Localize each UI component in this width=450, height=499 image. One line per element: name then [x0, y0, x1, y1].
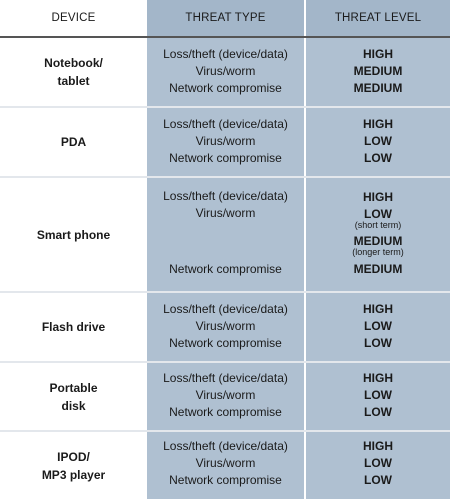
threat-type-line: Network compromise	[169, 336, 282, 350]
threat-level-value: LOW	[364, 473, 392, 487]
header-threat-level: THREAT LEVEL	[306, 0, 450, 36]
threat-type-line: Virus/worm	[195, 134, 256, 148]
table-row-flash-drive	[0, 293, 450, 361]
table-row-smart-phone	[0, 178, 450, 291]
threat-type-line: Loss/theft (device/data)	[163, 189, 288, 203]
threat-level-value: LOW	[364, 207, 392, 221]
header-device: DEVICE	[0, 0, 147, 36]
threat-level-note: (longer term)	[352, 247, 404, 257]
threat-type-line: Virus/worm	[195, 206, 256, 220]
table-row-notebook	[0, 38, 450, 106]
threat-type-cell	[147, 108, 304, 176]
threat-level-value: HIGH	[363, 117, 393, 131]
threat-type-line: Virus/worm	[195, 456, 256, 470]
table-row-ipod	[0, 432, 450, 499]
threat-type-cell	[147, 293, 304, 361]
threat-type-cell	[147, 363, 304, 430]
threat-type-line: Network compromise	[169, 262, 282, 276]
threat-level-value: MEDIUM	[353, 262, 403, 276]
device-cell: Smart phone	[36, 227, 111, 242]
threat-type-line: Network compromise	[169, 81, 282, 95]
device-cell: IPOD/ MP3 player	[41, 449, 106, 482]
threat-type-line: Virus/worm	[195, 64, 256, 78]
threat-level-cell	[306, 38, 450, 106]
threat-level-value: LOW	[364, 336, 392, 350]
threat-level-cell	[306, 363, 450, 430]
threat-type-line: Loss/theft (device/data)	[163, 302, 288, 316]
threat-level-value: HIGH	[363, 47, 393, 61]
threat-level-value: MEDIUM	[353, 234, 403, 248]
device-cell: Notebook/ tablet	[44, 56, 103, 88]
threat-level-value: LOW	[364, 456, 392, 470]
threat-type-line: Network compromise	[169, 473, 282, 487]
threat-level-cell	[306, 178, 450, 291]
table-row-portable-disk	[0, 363, 450, 430]
threat-type-line: Virus/worm	[195, 388, 256, 402]
threat-level-cell	[306, 293, 450, 361]
table-row-pda	[0, 108, 450, 176]
threat-level-value: HIGH	[363, 371, 393, 385]
threat-level-value: LOW	[364, 388, 392, 402]
threat-type-cell	[147, 38, 304, 106]
threat-type-cell	[147, 178, 304, 291]
device-cell: PDA	[60, 135, 87, 149]
threat-level-value: HIGH	[363, 302, 393, 316]
threat-level-value: LOW	[364, 134, 392, 148]
threat-level-value: MEDIUM	[353, 64, 403, 78]
threat-level-value: LOW	[364, 405, 392, 419]
threat-type-line: Loss/theft (device/data)	[163, 439, 288, 453]
threat-level-value: LOW	[364, 151, 392, 165]
threat-level-cell	[306, 108, 450, 176]
table-header	[0, 0, 450, 36]
threat-level-value: MEDIUM	[353, 81, 403, 95]
threat-level-note: (short term)	[354, 220, 402, 230]
threat-level-cell	[306, 432, 450, 499]
device-cell: Flash drive	[41, 320, 106, 334]
threat-type-line: Virus/worm	[195, 319, 256, 333]
threat-type-line: Loss/theft (device/data)	[163, 117, 288, 131]
threat-type-line: Network compromise	[169, 151, 282, 165]
threat-level-value: HIGH	[363, 439, 393, 453]
threat-type-cell	[147, 432, 304, 499]
threat-type-line: Loss/theft (device/data)	[163, 47, 288, 61]
threat-type-line: Network compromise	[169, 405, 282, 419]
threat-level-value: LOW	[364, 319, 392, 333]
header-threat-type: THREAT TYPE	[147, 0, 304, 36]
device-cell: Portable disk	[49, 380, 98, 413]
threat-level-value: HIGH	[363, 190, 393, 204]
threat-type-line: Loss/theft (device/data)	[163, 371, 288, 385]
